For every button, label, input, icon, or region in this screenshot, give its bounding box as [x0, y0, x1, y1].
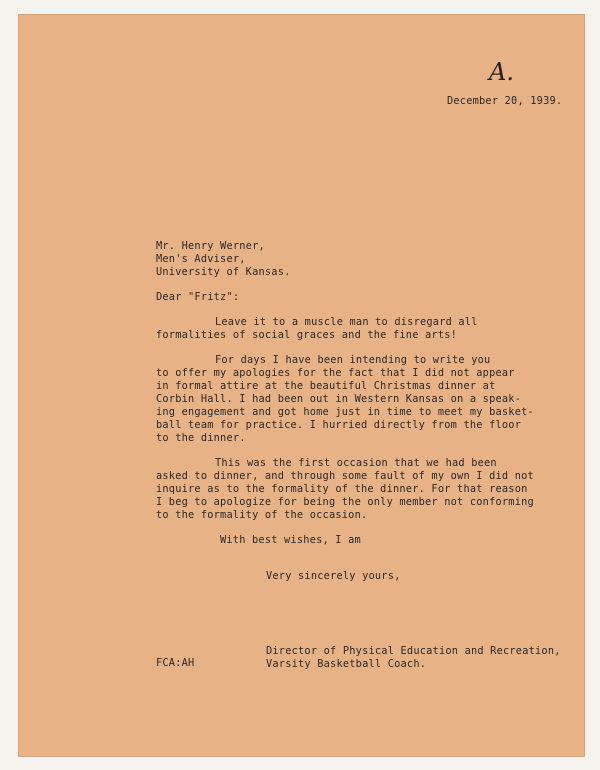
paragraph-2-line-6: ball team for practice. I hurried directly from the floor [156, 419, 522, 431]
signature-title-line-1: Director of Physical Education and Recreation, [266, 645, 561, 657]
paragraph-3-line-1: This was the first occasion that we had been [215, 457, 497, 469]
paragraph-3-line-5: to the formality of the occasion. [156, 509, 368, 521]
recipient-title: Men's Adviser, [156, 253, 246, 265]
initials: FCA:AH [156, 657, 195, 669]
handwritten-corner-mark: A. [489, 58, 514, 86]
paragraph-1-line-1: Leave it to a muscle man to disregard all [215, 316, 478, 328]
recipient-institution: University of Kansas. [156, 266, 291, 278]
paragraph-4: With best wishes, I am [220, 534, 361, 546]
paragraph-2-line-7: to the dinner. [156, 432, 246, 444]
signature-title-line-2: Varsity Basketball Coach. [266, 658, 427, 670]
letter-page [18, 14, 585, 757]
paragraph-3-line-4: I beg to apologize for being the only member not conforming [156, 496, 534, 508]
paragraph-3-line-3: inquire as to the formality of the dinner. For that reason [156, 483, 528, 495]
paragraph-2-line-4: Corbin Hall. I had been out in Western Kansas on a speak- [156, 393, 522, 405]
paragraph-2-line-5: ing engagement and got home just in time to meet my basket- [156, 406, 534, 418]
complimentary-closing: Very sincerely yours, [266, 570, 401, 582]
recipient-name: Mr. Henry Werner, [156, 240, 265, 252]
paragraph-2-line-2: to offer my apologies for the fact that I did not appear [156, 367, 515, 379]
paragraph-2-line-1: For days I have been intending to write you [215, 354, 491, 366]
paragraph-2-line-3: in formal attire at the beautiful Christmas dinner at [156, 380, 496, 392]
paragraph-3-line-2: asked to dinner, and through some fault of my own I did not [156, 470, 534, 482]
salutation: Dear "Fritz": [156, 291, 240, 303]
letter-date: December 20, 1939. [447, 95, 563, 107]
paragraph-1-line-2: formalities of social graces and the fine arts! [156, 329, 458, 341]
